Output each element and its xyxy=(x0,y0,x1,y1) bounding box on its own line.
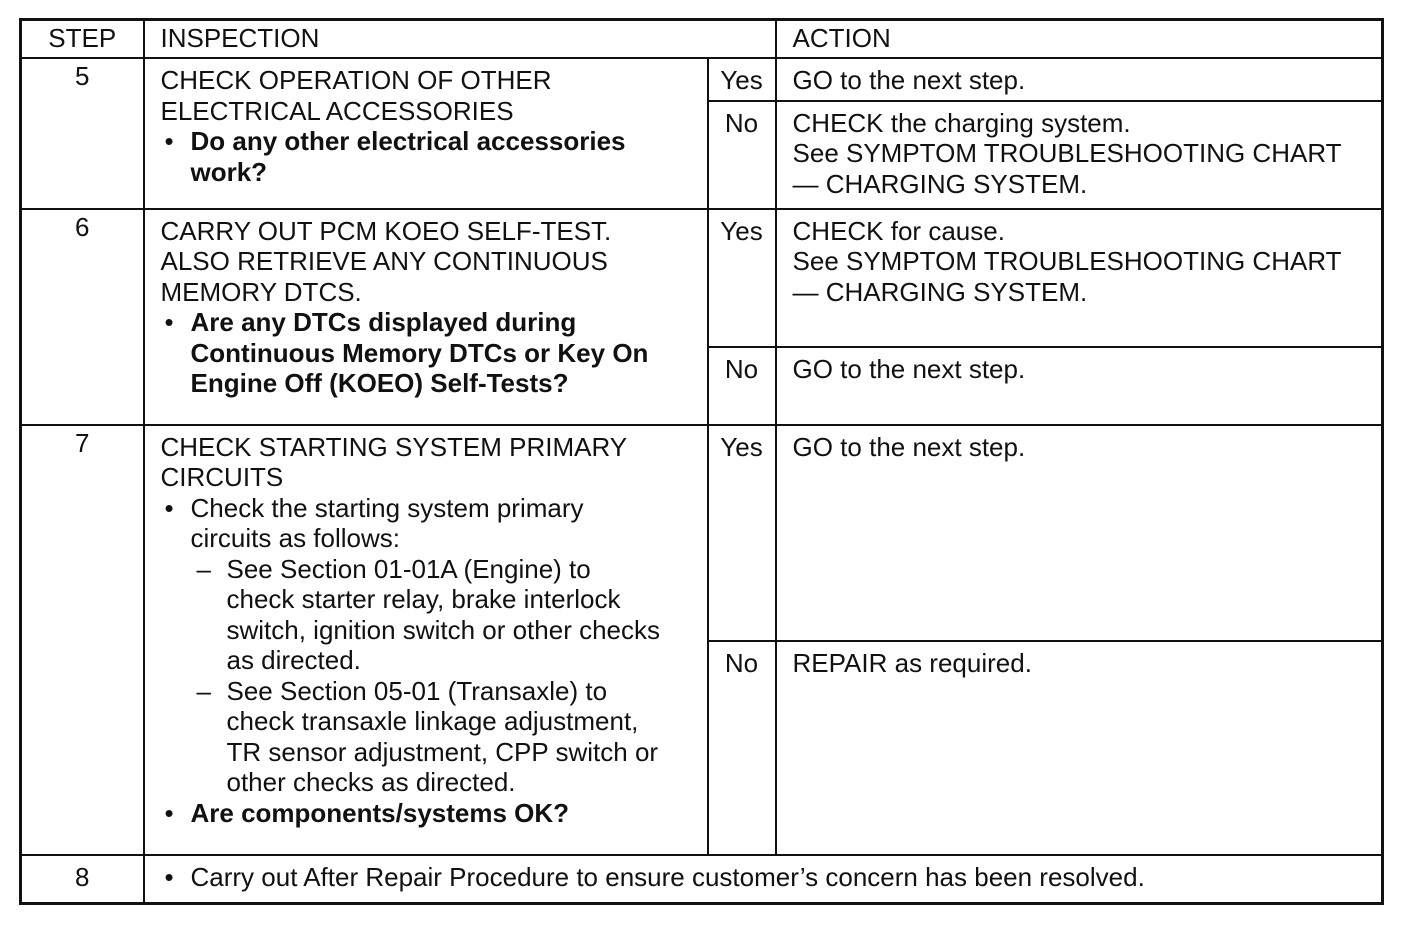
sub-item-line: switch, ignition switch or other checks xyxy=(226,614,661,645)
inspection-cell xyxy=(144,209,708,425)
inspection-check-instruction xyxy=(161,493,691,554)
table-row xyxy=(21,209,1383,347)
inspection-question xyxy=(161,126,691,187)
inspection-title: ELECTRICAL ACCESSORIES xyxy=(160,95,514,126)
action-line: GO to the next step. xyxy=(792,353,1026,384)
question-line: work? xyxy=(190,156,268,187)
action-line: GO to the next step. xyxy=(792,65,1026,95)
check-line: • Check the starting system primary xyxy=(190,492,584,523)
table-header-row xyxy=(21,20,1383,59)
step-number: 7 xyxy=(21,425,144,855)
inspection-question xyxy=(161,307,691,399)
yes-label: Yes xyxy=(708,425,776,641)
action-line: CHECK for cause. xyxy=(792,215,1005,246)
inspection-cell xyxy=(144,58,708,209)
inspection-question xyxy=(161,798,691,829)
yes-action xyxy=(776,425,1383,641)
question-line: Continuous Memory DTCs or Key On xyxy=(190,337,649,368)
sub-item-line: as directed. xyxy=(226,645,361,675)
header-action: ACTION xyxy=(776,20,1383,59)
yes-action xyxy=(776,58,1383,101)
no-label: No xyxy=(708,101,776,209)
action-line: CHECK the charging system. xyxy=(792,107,1131,138)
final-instruction xyxy=(144,855,1383,904)
step-number: 6 xyxy=(21,209,144,425)
table-row xyxy=(21,855,1383,904)
sub-item-line: other checks as directed. xyxy=(226,767,516,797)
inspection-title: MEMORY DTCS. xyxy=(160,276,362,307)
inspection-cell xyxy=(144,425,708,855)
sub-item-line: check starter relay, brake interlock xyxy=(226,584,621,614)
yes-label: Yes xyxy=(708,209,776,347)
sub-item-line: – See Section 05-01 (Transaxle) to xyxy=(226,675,608,706)
inspection-title: CHECK STARTING SYSTEM PRIMARY xyxy=(160,431,628,462)
header-step: STEP xyxy=(21,20,144,59)
final-instruction-text: • Carry out After Repair Procedure to ensure customer’s concern has been resolved. xyxy=(161,862,1366,893)
no-label: No xyxy=(708,641,776,855)
sub-item-transaxle xyxy=(161,676,691,798)
action-line: GO to the next step. xyxy=(792,431,1026,462)
no-action xyxy=(776,641,1383,855)
inspection-title: ALSO RETRIEVE ANY CONTINUOUS xyxy=(160,246,608,276)
check-line: circuits as follows: xyxy=(190,523,400,553)
question-line: Engine Off (KOEO) Self-Tests? xyxy=(190,368,569,398)
question-line: • Are any DTCs displayed during xyxy=(190,307,577,337)
table-row xyxy=(21,425,1383,641)
question-line: • Are components/systems OK? xyxy=(190,797,570,828)
inspection-title: CARRY OUT PCM KOEO SELF-TEST. xyxy=(160,215,612,246)
yes-label: Yes xyxy=(708,58,776,101)
sub-item-line: TR sensor adjustment, CPP switch or xyxy=(226,736,659,767)
action-line: See SYMPTOM TROUBLESHOOTING CHART xyxy=(792,246,1342,276)
yes-action xyxy=(776,209,1383,347)
question-line: • Do any other electrical accessories xyxy=(190,126,626,156)
no-action xyxy=(776,101,1383,209)
table-row xyxy=(21,58,1383,101)
step-number: 8 xyxy=(21,855,144,904)
no-label: No xyxy=(708,347,776,425)
inspection-title: CIRCUITS xyxy=(160,462,284,492)
header-inspection: INSPECTION xyxy=(144,20,776,59)
sub-item-line: – See Section 01-01A (Engine) to xyxy=(226,553,591,584)
sub-item-line: check transaxle linkage adjustment, xyxy=(226,706,639,736)
diagnostic-table xyxy=(19,18,1384,905)
action-line: REPAIR as required. xyxy=(792,647,1032,678)
action-line: — CHARGING SYSTEM. xyxy=(792,276,1088,307)
no-action xyxy=(776,347,1383,425)
sub-item-engine xyxy=(161,554,691,676)
action-line: See SYMPTOM TROUBLESHOOTING CHART xyxy=(792,138,1342,168)
action-line: — CHARGING SYSTEM. xyxy=(792,168,1088,199)
inspection-title: CHECK OPERATION OF OTHER xyxy=(160,65,552,95)
step-number: 5 xyxy=(21,58,144,209)
